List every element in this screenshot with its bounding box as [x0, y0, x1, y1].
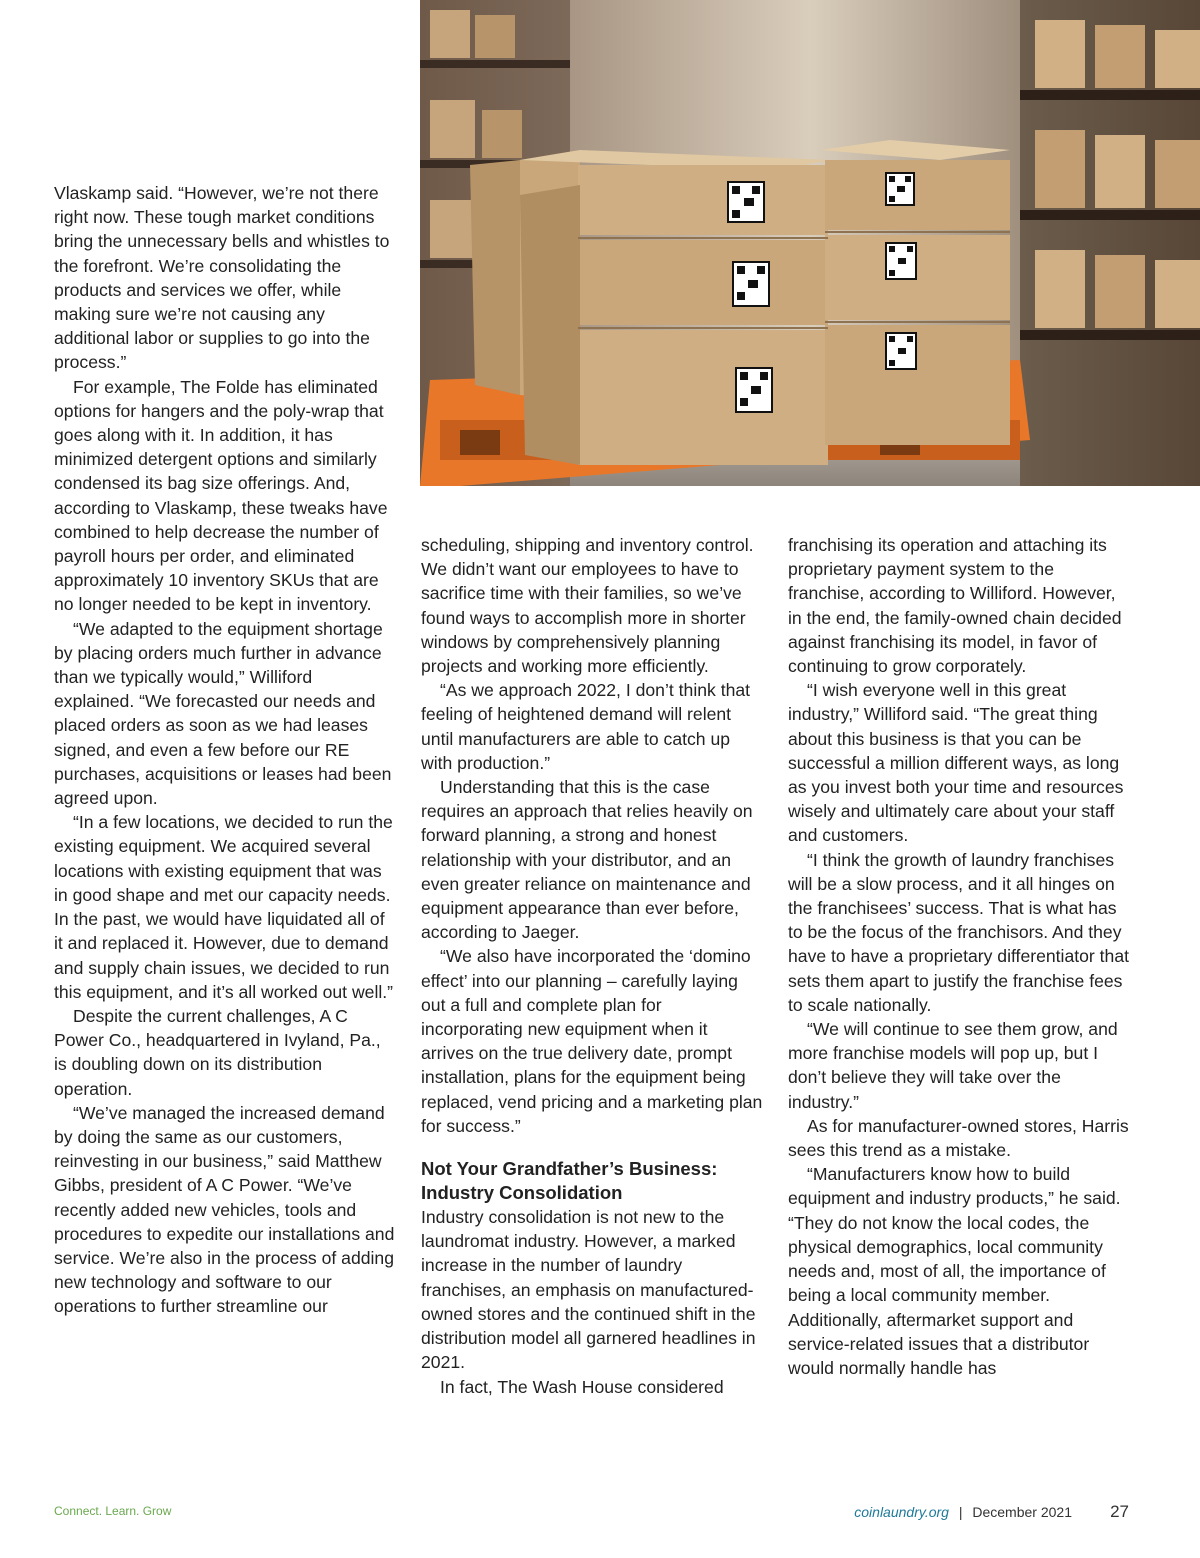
article-column-3 — [788, 533, 1133, 1380]
warehouse-boxes-photo — [420, 0, 1200, 486]
paragraph: For example, The Folde has eliminated options for hangers and the poly-wrap that goes along with it. In addition, it has minimized detergent options and similarly condensed its bag size offerings. And, according to Vlaskamp, these tweaks have combined to help decrease the number of payroll hours per order, and eliminated approximately 10 inventory SKUs that are no longer needed to be kept in inventory. — [54, 376, 388, 615]
footer-separator: | — [958, 1504, 963, 1520]
paragraph: “Manufacturers know how to build equipment and industry products,” he said. “They do not know the local codes, the physical demographics, local community needs and, most of all, the importance of being a local community member. Additionally, aftermarket support and service-related issues that a distributor would normally handle has — [788, 1164, 1121, 1378]
paragraph: “We adapted to the equipment shortage by placing orders much further in advance than we typically would,” Williford explained. “We forecasted our needs and placed orders as soon as we had leases signed, and even a few before our RE purchases, acquisitions or leases had been agreed upon. — [54, 618, 392, 809]
paragraph: “We’ve managed the increased demand by doing the same as our customers, reinvesting in our business,” said Matthew Gibbs, president of A C Power. “We’ve recently added new vehicles, tools and procedures to expedite our installations and service. We’re also in the process of adding new technology and software to our operations to further streamline our — [54, 1102, 395, 1317]
paragraph: “We will continue to see them grow, and more franchise models will pop up, but I don’t believe they will take over the industry.” — [788, 1019, 1118, 1112]
footer-site-link[interactable]: coinlaundry.org — [854, 1504, 949, 1520]
paragraph: franchising its operation and attaching its proprietary payment system to the franchise, according to Williford. However, in the end, the family-owned chain decided against franchising its model, in favor of continuing to grow corporately. — [788, 535, 1122, 677]
section-subhead: Not Your Grandfather’s Business: Industry Consolidation — [421, 1158, 718, 1204]
footer-tagline: Connect. Learn. Grow — [54, 1504, 172, 1518]
paragraph: “We also have incorporated the ‘domino effect’ into our planning – carefully laying out a full and complete plan for incorporating new equipment when it arrives on the true delivery date, prompt installation, plans for the equipment being replaced, vend pricing and a marketing plan for success.” — [421, 946, 763, 1136]
footer-publication-info — [854, 1504, 1072, 1520]
paragraph: “I think the growth of laundry franchises will be a slow process, and it all hinges on the franchisees’ success. That is what has to be the focus of the franchisors. And they have to have a proprietary differentiator that sets them apart to justify the franchise fees to scale nationally. — [788, 849, 1130, 1015]
paragraph: As for manufacturer-owned stores, Harris sees this trend as a mistake. — [788, 1115, 1129, 1161]
paragraph: scheduling, shipping and inventory control. We didn’t want our employees to have to sacrifice time with their families, so we’ve found ways to accomplish more in shorter windows by comprehensively planning projects and working more efficiently. — [421, 535, 754, 677]
article-column-2 — [421, 533, 763, 1399]
paragraph: In fact, The Wash House considered — [440, 1376, 724, 1397]
article-column-1 — [54, 181, 396, 1319]
paragraph: Industry consolidation is not new to the laundromat industry. However, a marked increase in the number of laundry franchises, an emphasis on manufactured-owned stores and the continued shift in the distribution model all garnered headlines in 2021. — [421, 1207, 756, 1373]
paragraph: “In a few locations, we decided to run the existing equipment. We acquired several locations with existing equipment that was in good shape and met our capacity needs. In the past, we would have liquidated all of it and replaced it. However, due to demand and supply chain issues, we decided to run this equipment, and it’s all worked out well.” — [54, 812, 394, 1002]
warehouse-photo-illustration — [420, 0, 1200, 486]
page-number: 27 — [1110, 1502, 1129, 1521]
paragraph: Vlaskamp said. “However, we’re not there right now. These tough market conditions bring the unnecessary bells and whistles to the forefront. We’re consolidating the products and services we offer, while making sure we’re not causing any additional labor or supplies to go into the process.” — [54, 183, 390, 373]
paragraph: “As we approach 2022, I don’t think that feeling of heightened demand will relent until manufacturers are able to catch up with production.” — [421, 680, 751, 773]
paragraph: “I wish everyone well in this great industry,” Williford said. “The great thing about this business is that you can be successful a million different ways, as long as you invest both your time and resources wisely and ultimately care about your staff and customers. — [788, 680, 1124, 846]
paragraph: Despite the current challenges, A C Power Co., headquartered in Ivyland, Pa., is doubling down on its distribution operation. — [54, 1005, 381, 1099]
paragraph: Understanding that this is the case requires an approach that relies heavily on forward planning, a strong and honest relationship with your distributor, and an even greater reliance on maintenance and equipment appearance than ever before, according to Jaeger. — [421, 777, 753, 943]
footer-issue-date: December 2021 — [972, 1504, 1072, 1520]
